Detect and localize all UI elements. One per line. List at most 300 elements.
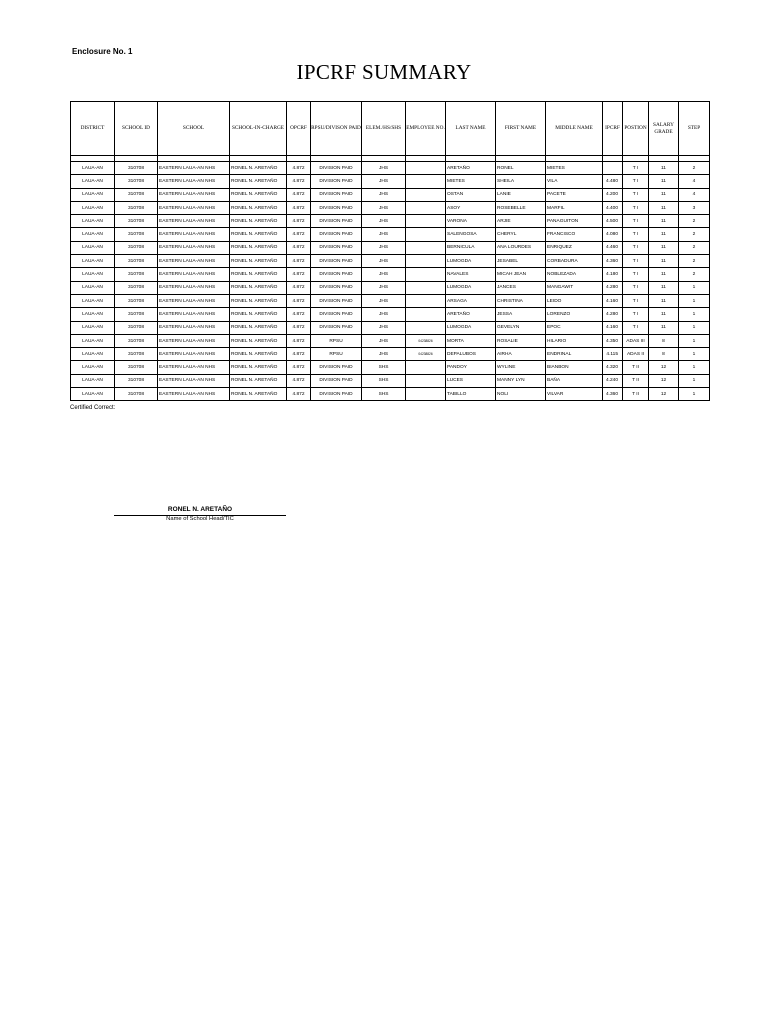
column-header: LAST NAME — [446, 102, 496, 156]
table-cell: DIVISION PAID — [311, 215, 362, 228]
table-cell: 11 — [649, 255, 679, 268]
table-cell: RONEL N. ARETAÑO — [230, 255, 287, 268]
table-cell: 11 — [649, 321, 679, 334]
table-cell: 8 — [649, 334, 679, 347]
table-cell: 4.280 — [603, 308, 623, 321]
table-cell: 4.872 — [287, 334, 311, 347]
table-cell: 4.872 — [287, 175, 311, 188]
table-cell: LAUA-AN — [71, 201, 115, 214]
table-cell: 310708 — [115, 241, 158, 254]
table-cell: 11 — [649, 294, 679, 307]
table-cell: EASTERN LAUA-AN NHS — [158, 255, 230, 268]
table-cell: LAUA-AN — [71, 175, 115, 188]
table-cell: DIVISION PAID — [311, 321, 362, 334]
table-cell: 4 — [679, 188, 710, 201]
table-cell: LAUA-AN — [71, 308, 115, 321]
table-cell: MIETES — [446, 175, 496, 188]
table-cell: CHRISTINA — [496, 294, 546, 307]
table-cell: 1 — [679, 294, 710, 307]
table-cell: 8 — [649, 348, 679, 361]
table-cell: RONEL N. ARETAÑO — [230, 215, 287, 228]
table-cell: MICAH JEAN — [496, 268, 546, 281]
table-cell: RPSU — [311, 348, 362, 361]
column-header: MIDDLE NAME — [546, 102, 603, 156]
table-cell — [406, 255, 446, 268]
enclosure-label: Enclosure No. 1 — [72, 47, 133, 56]
table-cell: 1 — [679, 348, 710, 361]
table-cell: LAUA-AN — [71, 361, 115, 374]
table-cell: BAÑA — [546, 374, 603, 387]
table-cell: 4.160 — [603, 294, 623, 307]
table-cell: JANCES — [496, 281, 546, 294]
table-cell: 4.080 — [603, 228, 623, 241]
table-cell: 310708 — [115, 374, 158, 387]
table-cell: JESABEL — [496, 255, 546, 268]
table-cell: LAUA-AN — [71, 388, 115, 401]
table-cell: CORBADURA — [546, 255, 603, 268]
table-cell: 4.480 — [603, 175, 623, 188]
table-row — [71, 334, 710, 347]
page-title: IPCRF SUMMARY — [296, 60, 472, 84]
table-cell: 4.872 — [287, 268, 311, 281]
table-cell: LAUA-AN — [71, 374, 115, 387]
table-cell: DIVISION PAID — [311, 228, 362, 241]
column-header: STEP — [679, 102, 710, 156]
table-cell: 4.320 — [603, 361, 623, 374]
table-cell: 12 — [649, 388, 679, 401]
table-cell: 1 — [679, 281, 710, 294]
table-cell: AIRHA — [496, 348, 546, 361]
column-header: SCHOOL — [158, 102, 230, 156]
table-cell: LUMOGDA — [446, 281, 496, 294]
table-cell: EASTERN LAUA-AN NHS — [158, 162, 230, 175]
table-cell: LAUA-AN — [71, 215, 115, 228]
table-cell: LANIE — [496, 188, 546, 201]
table-cell — [603, 162, 623, 175]
table-row — [71, 162, 710, 175]
table-cell: T I — [623, 215, 649, 228]
table-cell: DIVISION PAID — [311, 201, 362, 214]
table-cell: 11 — [649, 268, 679, 281]
table-cell: EASTERN LAUA-AN NHS — [158, 215, 230, 228]
table-cell: 1 — [679, 334, 710, 347]
table-cell: EASTERN LAUA-AN NHS — [158, 308, 230, 321]
table-cell: DIVISION PAID — [311, 175, 362, 188]
table-cell: 4.872 — [287, 374, 311, 387]
table-cell: 310708 — [115, 321, 158, 334]
table-cell: FRANCISCO — [546, 228, 603, 241]
table-cell — [406, 175, 446, 188]
table-row — [71, 188, 710, 201]
table-cell: 310708 — [115, 294, 158, 307]
table-cell: JHS — [362, 268, 406, 281]
table-cell: 12 — [649, 374, 679, 387]
table-cell: 4.240 — [603, 374, 623, 387]
table-cell: 310708 — [115, 348, 158, 361]
table-cell: 4.872 — [287, 281, 311, 294]
table-cell: 4 — [679, 175, 710, 188]
table-cell: SHEILA — [496, 175, 546, 188]
table-cell — [406, 361, 446, 374]
table-row — [71, 268, 710, 281]
table-cell: EASTERN LAUA-AN NHS — [158, 361, 230, 374]
table-row — [71, 361, 710, 374]
table-cell: ADAS III — [623, 334, 649, 347]
column-header: POSTION — [623, 102, 649, 156]
table-row — [71, 348, 710, 361]
table-cell: JHS — [362, 188, 406, 201]
column-header: RPSU/DIVISON PAID — [311, 102, 362, 156]
table-cell: RONEL N. ARETAÑO — [230, 188, 287, 201]
table-cell: ENDRINAL — [546, 348, 603, 361]
table-cell: HILARIO — [546, 334, 603, 347]
signatory-caption: Name of School Head/TIC — [166, 516, 234, 522]
table-cell: RONEL N. ARETAÑO — [230, 334, 287, 347]
table-cell: RONEL N. ARETAÑO — [230, 321, 287, 334]
table-cell: PACETE — [546, 188, 603, 201]
table-cell: RONEL N. ARETAÑO — [230, 201, 287, 214]
table-cell: VILA — [546, 175, 603, 188]
table-cell: RONEL N. ARETAÑO — [230, 228, 287, 241]
table-cell: EASTERN LAUA-AN NHS — [158, 281, 230, 294]
signatory-name: RONEL N. ARETAÑO — [167, 506, 233, 513]
table-cell: 1 — [679, 321, 710, 334]
table-cell: EASTERN LAUA-AN NHS — [158, 268, 230, 281]
table-cell: T I — [623, 162, 649, 175]
table-cell: T I — [623, 175, 649, 188]
table-cell: OSTAN — [446, 188, 496, 201]
table-cell: 310708 — [115, 188, 158, 201]
table-cell: DIVISION PAID — [311, 268, 362, 281]
table-cell: EASTERN LAUA-AN NHS — [158, 201, 230, 214]
table-cell: RONEL N. ARETAÑO — [230, 281, 287, 294]
table-cell: 4.872 — [287, 348, 311, 361]
table-cell: 310708 — [115, 268, 158, 281]
table-cell: T I — [623, 281, 649, 294]
table-cell: ARETAÑO — [446, 308, 496, 321]
table-cell: DIVISION PAID — [311, 388, 362, 401]
table-cell: ARSAGA — [446, 294, 496, 307]
column-header: DISTRICT — [71, 102, 115, 156]
table-cell: LAUA-AN — [71, 321, 115, 334]
table-cell: ROSALIE — [496, 334, 546, 347]
table-cell: SHS — [362, 388, 406, 401]
table-cell: 2 — [679, 162, 710, 175]
table-header-row — [71, 102, 710, 156]
table-cell: 11 — [649, 215, 679, 228]
table-cell: T I — [623, 188, 649, 201]
table-cell: 4.872 — [287, 162, 311, 175]
column-header: SCHOOL ID — [115, 102, 158, 156]
table-cell: T I — [623, 294, 649, 307]
table-cell — [406, 321, 446, 334]
table-cell: RONEL N. ARETAÑO — [230, 175, 287, 188]
table-cell: 11 — [649, 162, 679, 175]
table-cell: 2 — [679, 268, 710, 281]
table-row — [71, 321, 710, 334]
column-header: SALARY GRADE — [649, 102, 679, 156]
table-cell: 11 — [649, 188, 679, 201]
table-cell: JHS — [362, 215, 406, 228]
table-cell: 4.400 — [603, 201, 623, 214]
table-cell: 4.500 — [603, 215, 623, 228]
table-cell: DIVISION PAID — [311, 188, 362, 201]
table-cell: ROSEBELLE — [496, 201, 546, 214]
column-header: OPCRF — [287, 102, 311, 156]
table-cell: 04238826 — [406, 334, 446, 347]
column-header: FIRST NAME — [496, 102, 546, 156]
table-cell — [406, 241, 446, 254]
table-cell: 4.180 — [603, 268, 623, 281]
table-cell: 2 — [679, 228, 710, 241]
table-cell: LUCES — [446, 374, 496, 387]
table-cell: 04238826 — [406, 348, 446, 361]
table-cell: T II — [623, 374, 649, 387]
table-cell: EASTERN LAUA-AN NHS — [158, 188, 230, 201]
table-cell — [406, 268, 446, 281]
table-cell: JHS — [362, 321, 406, 334]
table-cell — [406, 201, 446, 214]
table-cell — [406, 388, 446, 401]
table-cell: 4.872 — [287, 241, 311, 254]
table-cell: 1 — [679, 374, 710, 387]
column-header: IPCRF — [603, 102, 623, 156]
table-cell: EASTERN LAUA-AN NHS — [158, 321, 230, 334]
table-cell: LAUA-AN — [71, 162, 115, 175]
table-cell: RPSU — [311, 334, 362, 347]
table-cell: 310708 — [115, 215, 158, 228]
table-cell: DIVISION PAID — [311, 255, 362, 268]
table-cell: 11 — [649, 201, 679, 214]
table-cell: DIVISION PAID — [311, 361, 362, 374]
table-cell: LAUA-AN — [71, 334, 115, 347]
table-cell: WYLINE — [496, 361, 546, 374]
table-cell: 4.872 — [287, 294, 311, 307]
table-cell: EASTERN LAUA-AN NHS — [158, 294, 230, 307]
table-cell: JHS — [362, 175, 406, 188]
table-cell: 4.280 — [603, 281, 623, 294]
table-cell: T II — [623, 361, 649, 374]
table-cell: DIVISION PAID — [311, 281, 362, 294]
table-cell — [406, 215, 446, 228]
table-cell: JESSA — [496, 308, 546, 321]
table-cell: 4.872 — [287, 388, 311, 401]
table-row — [71, 241, 710, 254]
table-cell: EASTERN LAUA-AN NHS — [158, 334, 230, 347]
table-cell: GEVELYN — [496, 321, 546, 334]
table-cell: VILVAR — [546, 388, 603, 401]
table-cell: 11 — [649, 241, 679, 254]
table-cell: ARETAÑO — [446, 162, 496, 175]
table-cell: 310708 — [115, 388, 158, 401]
table-cell: EASTERN LAUA-AN NHS — [158, 374, 230, 387]
table-cell: NAVALES — [446, 268, 496, 281]
table-cell: MANGAWIT — [546, 281, 603, 294]
table-cell: T I — [623, 201, 649, 214]
table-cell: TABILLO — [446, 388, 496, 401]
table-cell: RONEL N. ARETAÑO — [230, 348, 287, 361]
table-cell: T I — [623, 255, 649, 268]
table-cell: JHS — [362, 281, 406, 294]
table-cell: LEIDO — [546, 294, 603, 307]
table-row — [71, 215, 710, 228]
table-cell: T I — [623, 228, 649, 241]
table-row — [71, 388, 710, 401]
table-cell: EASTERN LAUA-AN NHS — [158, 348, 230, 361]
table-cell: MARFIL — [546, 201, 603, 214]
table-row — [71, 201, 710, 214]
table-cell — [406, 308, 446, 321]
table-row — [71, 175, 710, 188]
table-cell: 4.872 — [287, 308, 311, 321]
table-cell: 310708 — [115, 201, 158, 214]
table-cell: SALENGOSA — [446, 228, 496, 241]
table-cell: T I — [623, 308, 649, 321]
table-cell: DIVISION PAID — [311, 294, 362, 307]
table-cell — [406, 374, 446, 387]
table-cell: 4.872 — [287, 255, 311, 268]
table-cell: LAUA-AN — [71, 255, 115, 268]
table-cell: 4.872 — [287, 188, 311, 201]
table-cell: 4.350 — [603, 334, 623, 347]
table-cell: 4.200 — [603, 188, 623, 201]
table-cell: 11 — [649, 228, 679, 241]
table-cell — [406, 281, 446, 294]
table-cell: LAUA-AN — [71, 241, 115, 254]
table-cell: 310708 — [115, 281, 158, 294]
table-cell: LAUA-AN — [71, 294, 115, 307]
table-cell: NOBLEZADA — [546, 268, 603, 281]
table-cell: JHS — [362, 201, 406, 214]
table-cell: 4.160 — [603, 321, 623, 334]
table-cell: 310708 — [115, 334, 158, 347]
table-cell: BIANBON — [546, 361, 603, 374]
table-cell: 1 — [679, 388, 710, 401]
table-row — [71, 308, 710, 321]
table-cell: JHS — [362, 334, 406, 347]
table-cell: T I — [623, 321, 649, 334]
table-cell: LAUA-AN — [71, 348, 115, 361]
table-cell: BERNICULA — [446, 241, 496, 254]
table-cell: LORENZO — [546, 308, 603, 321]
table-cell: RONEL N. ARETAÑO — [230, 361, 287, 374]
table-cell: EASTERN LAUA-AN NHS — [158, 175, 230, 188]
table-cell: PANAGUITON — [546, 215, 603, 228]
table-cell: T I — [623, 268, 649, 281]
table-cell: T II — [623, 388, 649, 401]
table-cell: LUMOGDA — [446, 255, 496, 268]
table-cell: 4.360 — [603, 388, 623, 401]
table-cell: 2 — [679, 215, 710, 228]
table-cell: 2 — [679, 255, 710, 268]
table-row — [71, 228, 710, 241]
table-cell: DIVISION PAID — [311, 308, 362, 321]
table-row — [71, 255, 710, 268]
table-cell: 4.872 — [287, 361, 311, 374]
table-cell: EASTERN LAUA-AN NHS — [158, 388, 230, 401]
table-cell: EASTERN LAUA-AN NHS — [158, 241, 230, 254]
table-cell: JHS — [362, 241, 406, 254]
table-cell: RONEL N. ARETAÑO — [230, 241, 287, 254]
column-header: EMPLOYEE NO. — [406, 102, 446, 156]
table-row — [71, 374, 710, 387]
table-cell: 4.872 — [287, 201, 311, 214]
table-cell: DEPALUBOS — [446, 348, 496, 361]
table-cell: JHS — [362, 228, 406, 241]
table-cell: 1 — [679, 308, 710, 321]
table-cell — [406, 188, 446, 201]
table-cell: 310708 — [115, 175, 158, 188]
table-cell: EPOC — [546, 321, 603, 334]
table-cell: DIVISION PAID — [311, 241, 362, 254]
table-cell: MIETES — [546, 162, 603, 175]
table-cell: ARJIE — [496, 215, 546, 228]
table-cell: SHS — [362, 374, 406, 387]
table-cell: 11 — [649, 281, 679, 294]
table-cell: RONEL N. ARETAÑO — [230, 294, 287, 307]
table-cell: ENRIQUEZ — [546, 241, 603, 254]
table-cell: RONEL N. ARETAÑO — [230, 374, 287, 387]
table-cell: 4.872 — [287, 321, 311, 334]
table-cell: RONEL N. ARETAÑO — [230, 268, 287, 281]
table-cell — [406, 228, 446, 241]
table-cell: 2 — [679, 241, 710, 254]
table-cell: NOLI — [496, 388, 546, 401]
table-cell: LAUA-AN — [71, 228, 115, 241]
table-cell: JHS — [362, 294, 406, 307]
table-cell: JHS — [362, 255, 406, 268]
table-cell: 11 — [649, 308, 679, 321]
table-cell: LAUA-AN — [71, 268, 115, 281]
table-cell: RONEL N. ARETAÑO — [230, 162, 287, 175]
table-row — [71, 294, 710, 307]
table-cell: ASOY — [446, 201, 496, 214]
table-cell: EASTERN LAUA-AN NHS — [158, 228, 230, 241]
table-cell: LAUA-AN — [71, 188, 115, 201]
table-cell: 4.872 — [287, 215, 311, 228]
table-cell — [406, 162, 446, 175]
table-cell: DIVISION PAID — [311, 162, 362, 175]
table-cell — [406, 294, 446, 307]
table-cell: JHS — [362, 162, 406, 175]
table-cell: 3 — [679, 201, 710, 214]
table-cell: ADAS II — [623, 348, 649, 361]
ipcrf-summary-table — [70, 101, 710, 401]
table-row — [71, 281, 710, 294]
table-cell: MANNY LYN — [496, 374, 546, 387]
column-header: SCHOOL-IN-CHARGE — [230, 102, 287, 156]
table-cell: 310708 — [115, 308, 158, 321]
table-cell: 4.360 — [603, 255, 623, 268]
table-cell: 12 — [649, 361, 679, 374]
table-cell: VARONA — [446, 215, 496, 228]
table-cell: SHS — [362, 361, 406, 374]
table-cell: 1 — [679, 361, 710, 374]
table-cell: ANA LOURDES — [496, 241, 546, 254]
table-cell: T I — [623, 241, 649, 254]
table-cell: RONEL N. ARETAÑO — [230, 308, 287, 321]
table-cell: 11 — [649, 175, 679, 188]
table-cell: CHERYL — [496, 228, 546, 241]
table-cell: MORTA — [446, 334, 496, 347]
table-cell: JHS — [362, 348, 406, 361]
table-cell: 310708 — [115, 228, 158, 241]
table-cell: DIVISION PAID — [311, 374, 362, 387]
table-cell: 310708 — [115, 255, 158, 268]
table-cell: LUMOGDA — [446, 321, 496, 334]
table-cell: 4.460 — [603, 241, 623, 254]
table-cell: 310708 — [115, 162, 158, 175]
